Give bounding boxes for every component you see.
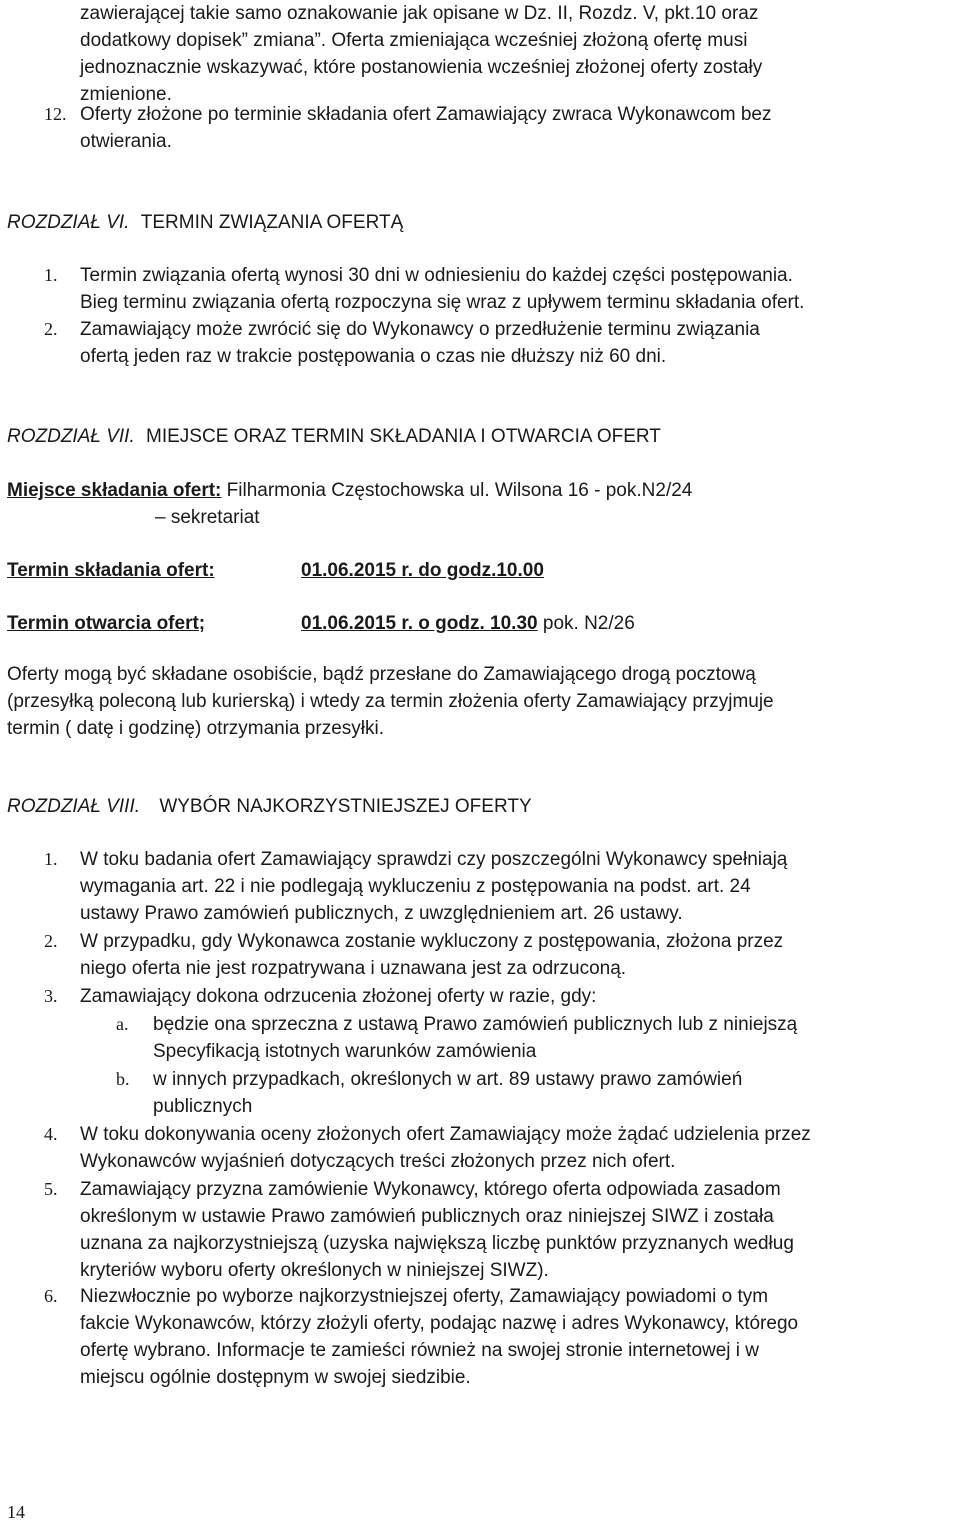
list-number: 5. xyxy=(44,1179,58,1199)
submission-place-row xyxy=(7,477,692,504)
list-number: 3. xyxy=(44,986,58,1006)
text-line: Bieg terminu związania ofertą rozpoczyna się wraz z upływem terminu składania ofert. xyxy=(80,292,805,313)
chapter-heading-6 xyxy=(7,209,403,236)
text-line: otwierania. xyxy=(80,131,172,152)
text-line: dodatkowy dopisek” zmiana”. Oferta zmieniająca wcześniej złożoną ofertę musi xyxy=(80,30,748,51)
opening-date-row xyxy=(7,610,635,637)
text-line: zawierającej takie samo oznakowanie jak opisane w Dz. II, Rozdz. V, pkt.10 oraz xyxy=(80,3,759,24)
text-line: publicznych xyxy=(153,1096,253,1117)
place-value-continued: – sekretariat xyxy=(155,507,260,528)
text-line: Wykonawców wyjaśnień dotyczących treści złożonych przez nich ofert. xyxy=(80,1151,676,1172)
text-line: Zamawiający może zwrócić się do Wykonawcy o przedłużenie terminu związania xyxy=(80,319,760,340)
opening-date-value: 01.06.2015 r. o godz. 10.30 xyxy=(301,613,538,634)
text-line: Oferty mogą być składane osobiście, bądź przesłane do Zamawiającego drogą pocztową xyxy=(7,664,756,685)
opening-date-label: Termin otwarcia ofert; xyxy=(7,613,206,634)
text-line: zmienione. xyxy=(80,84,172,105)
text-line: Niezwłocznie po wyborze najkorzystniejszej oferty, Zamawiający powiadomi o tym xyxy=(80,1286,769,1307)
text-line: Specyfikacją istotnych warunków zamówienia xyxy=(153,1041,537,1062)
chapter-title: TERMIN ZWIĄZANIA OFERTĄ xyxy=(140,212,404,233)
text-line: Zamawiający przyzna zamówienie Wykonawcy, którego oferta odpowiada zasadom xyxy=(80,1179,781,1200)
text-line: (przesyłką poleconą lub kurierską) i wtedy za termin złożenia oferty Zamawiający przyjmuje xyxy=(7,691,774,712)
chapter-heading-7 xyxy=(7,423,661,450)
text-line: jednoznacznie wskazywać, które postanowienia wcześniej złożonej oferty zostały xyxy=(80,57,763,78)
text-line: określonym w ustawie Prawo zamówień publicznych oraz niniejszej SIWZ i została xyxy=(80,1206,774,1227)
text-line: ofertę wybrano. Informacje te zamieści również na swojej stronie internetowej i w xyxy=(80,1340,760,1361)
text-line: Termin związania ofertą wynosi 30 dni w odniesieniu do każdej części postępowania. xyxy=(80,265,793,286)
text-line: wymagania art. 22 i nie podlegają wykluczeniu z postępowania na podst. art. 24 xyxy=(80,876,751,897)
text-line: W toku dokonywania oceny złożonych ofert Zamawiający może żądać udzielenia przez xyxy=(80,1124,811,1145)
chapter-title: MIEJSCE ORAZ TERMIN SKŁADANIA I OTWARCIA OFERT xyxy=(146,426,661,447)
list-number: 1. xyxy=(44,265,58,285)
text-line: fakcie Wykonawców, którzy złożyli oferty, podając nazwę i adres Wykonawcy, którego xyxy=(80,1313,799,1334)
text-line: W toku badania ofert Zamawiający sprawdzi czy poszczególni Wykonawcy spełniają xyxy=(80,849,788,870)
text-line: miejscu ogólnie dostępnym w swojej siedzibie. xyxy=(80,1367,471,1388)
chapter-title: WYBÓR NAJKORZYSTNIEJSZEJ OFERTY xyxy=(159,796,532,817)
list-letter: b. xyxy=(116,1069,130,1089)
submission-place-row-2 xyxy=(155,504,260,531)
text-line: uznana za najkorzystniejszą (uzyska największą liczbę punktów przyznanych według xyxy=(80,1233,794,1254)
list-number: 2. xyxy=(44,931,58,951)
chapter-label: ROZDZIAŁ VI. xyxy=(7,212,130,233)
place-value: Filharmonia Częstochowska ul. Wilsona 16 - pok.N2/24 xyxy=(221,480,693,501)
list-number: 4. xyxy=(44,1124,58,1144)
chapter-label: ROZDZIAŁ VII. xyxy=(7,426,135,447)
text-line: ustawy Prawo zamówień publicznych, z uwzględnieniem art. 26 ustawy. xyxy=(80,903,683,924)
chapter-label: ROZDZIAŁ VIII. xyxy=(7,796,141,817)
chapter-heading-8 xyxy=(7,793,532,820)
text-line: będzie ona sprzeczna z ustawą Prawo zamówień publicznych lub z niniejszą xyxy=(153,1014,798,1035)
text-line: termin ( datę i godzinę) otrzymania przesyłki. xyxy=(7,718,384,739)
list-number: 6. xyxy=(44,1286,58,1306)
submission-deadline-row xyxy=(7,557,544,584)
text-line: ofertą jeden raz w trakcie postępowania o czas nie dłuższy niż 60 dni. xyxy=(80,346,667,367)
list-letter: a. xyxy=(116,1014,129,1034)
text-line: w innych przypadkach, określonych w art. 89 ustawy prawo zamówień xyxy=(153,1069,743,1090)
list-number: 2. xyxy=(44,319,58,339)
opening-date-value-group xyxy=(301,610,635,637)
opening-room: pok. N2/26 xyxy=(537,613,635,634)
text-line: niego oferta nie jest rozpatrywana i uznawana jest za odrzuconą. xyxy=(80,958,627,979)
list-number: 1. xyxy=(44,849,58,869)
delivery-paragraph xyxy=(7,661,960,742)
text-line: Oferty złożone po terminie składania ofert Zamawiający zwraca Wykonawcom bez xyxy=(80,104,772,125)
text-line: kryteriów wyboru oferty określonych w niniejszej SIWZ). xyxy=(80,1260,549,1281)
list-number: 12. xyxy=(44,104,67,124)
continuation-paragraph xyxy=(80,0,960,108)
submission-deadline-label: Termin składania ofert: xyxy=(7,560,215,581)
place-label: Miejsce składania ofert: xyxy=(7,480,222,501)
submission-deadline-value: 01.06.2015 r. do godz.10.00 xyxy=(301,560,544,581)
text-line: W przypadku, gdy Wykonawca zostanie wykluczony z postępowania, złożona przez xyxy=(80,931,784,952)
page-number: 14 xyxy=(7,1502,25,1522)
text-line: Zamawiający dokona odrzucenia złożonej oferty w razie, gdy: xyxy=(80,986,597,1007)
